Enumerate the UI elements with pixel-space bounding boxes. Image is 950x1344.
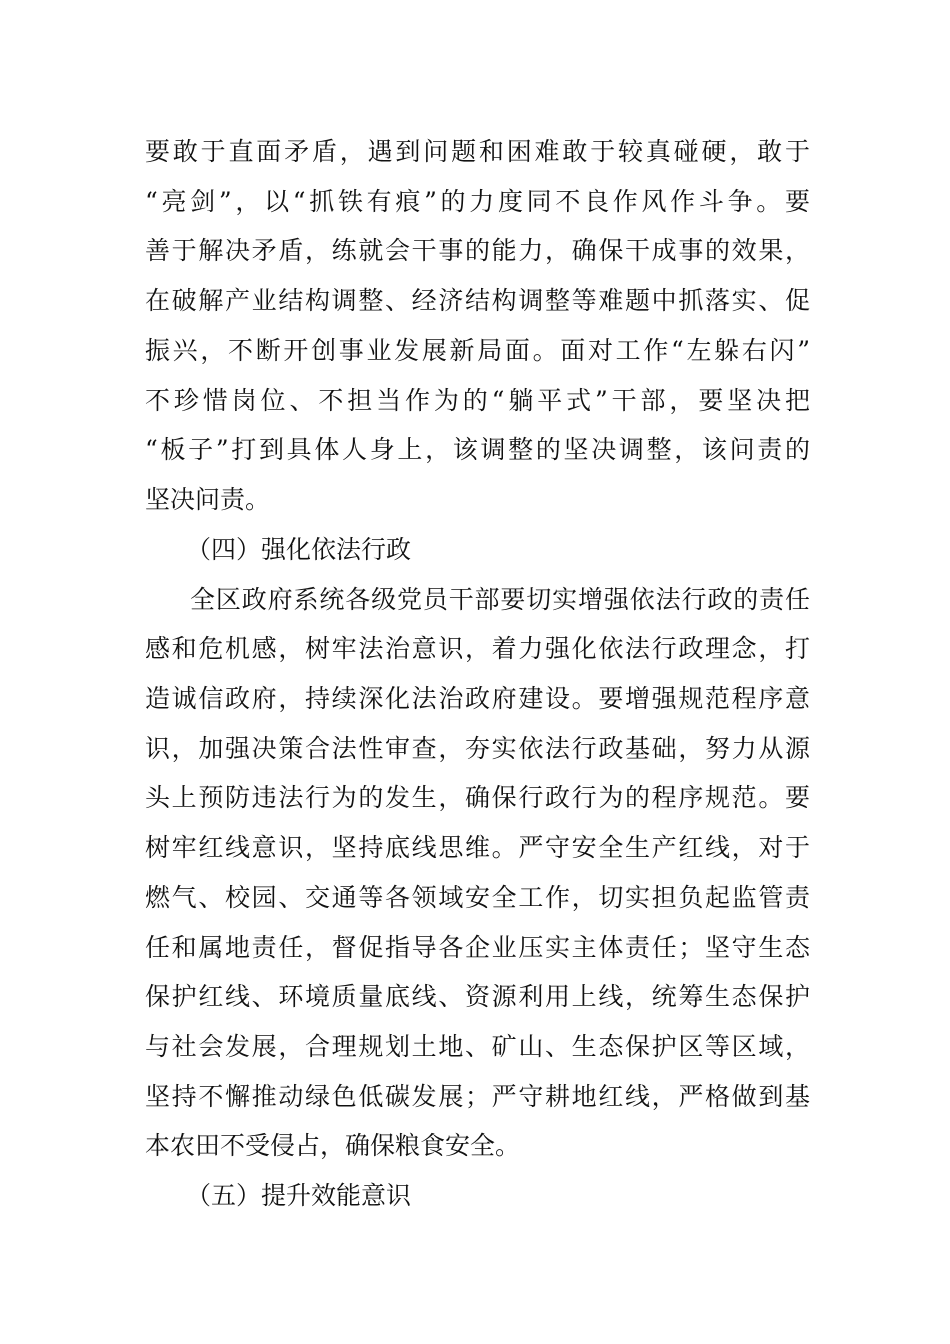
paragraph-1-line-2: “亮剑”，以“抓铁有痕”的力度同不良作风作斗争。要 xyxy=(145,187,810,216)
paragraph-1-line-4: 在破解产业结构调整、经济结构调整等难题中抓落实、促 xyxy=(145,286,810,315)
paragraph-2-line-5: 头上预防违法行为的发生，确保行政行为的程序规范。要 xyxy=(145,783,810,812)
paragraph-1-line-7: “板子”打到具体人身上，该调整的坚决调整，该问责的 xyxy=(145,435,810,464)
paragraph-2-line-8: 任和属地责任，督促指导各企业压实主体责任；坚守生态 xyxy=(145,933,810,962)
paragraph-2-line-11: 坚持不懈推动绿色低碳发展；严守耕地红线，严格做到基 xyxy=(145,1082,810,1111)
paragraph-2-line-9: 保护红线、环境质量底线、资源利用上线，统筹生态保护 xyxy=(145,982,810,1011)
paragraph-1-line-8: 坚决问责。 xyxy=(145,485,271,514)
paragraph-2-line-6: 树牢红线意识，坚持底线思维。严守安全生产红线，对于 xyxy=(145,833,810,862)
paragraph-2-line-12: 本农田不受侵占，确保粮食安全。 xyxy=(145,1131,521,1160)
paragraph-1-line-5: 振兴，不断开创事业发展新局面。面对工作“左躲右闪” xyxy=(145,336,810,365)
paragraph-2-line-4: 识，加强决策合法性审查，夯实依法行政基础，努力从源 xyxy=(145,734,810,763)
section-heading-5: （五）提升效能意识 xyxy=(186,1181,412,1210)
paragraph-2-line-3: 造诚信政府，持续深化法治政府建设。要增强规范程序意 xyxy=(145,684,810,713)
paragraph-2-line-2: 感和危机感，树牢法治意识，着力强化依法行政理念，打 xyxy=(145,634,810,663)
section-heading-4: （四）强化依法行政 xyxy=(186,535,412,564)
paragraph-1-line-3: 善于解决矛盾，练就会干事的能力，确保干成事的效果， xyxy=(145,236,810,265)
paragraph-2-line-10: 与社会发展，合理规划土地、矿山、生态保护区等区域， xyxy=(145,1032,810,1061)
paragraph-1-line-6: 不珍惜岗位、不担当作为的“躺平式”干部，要坚决把 xyxy=(145,386,810,415)
paragraph-1-line-1: 要敢于直面矛盾，遇到问题和困难敢于较真碰硬，敢于 xyxy=(145,137,810,166)
paragraph-2-line-1: 全区政府系统各级党员干部要切实增强依法行政的责任 xyxy=(190,585,810,614)
paragraph-2-line-7: 燃气、校园、交通等各领域安全工作，切实担负起监管责 xyxy=(145,883,810,912)
